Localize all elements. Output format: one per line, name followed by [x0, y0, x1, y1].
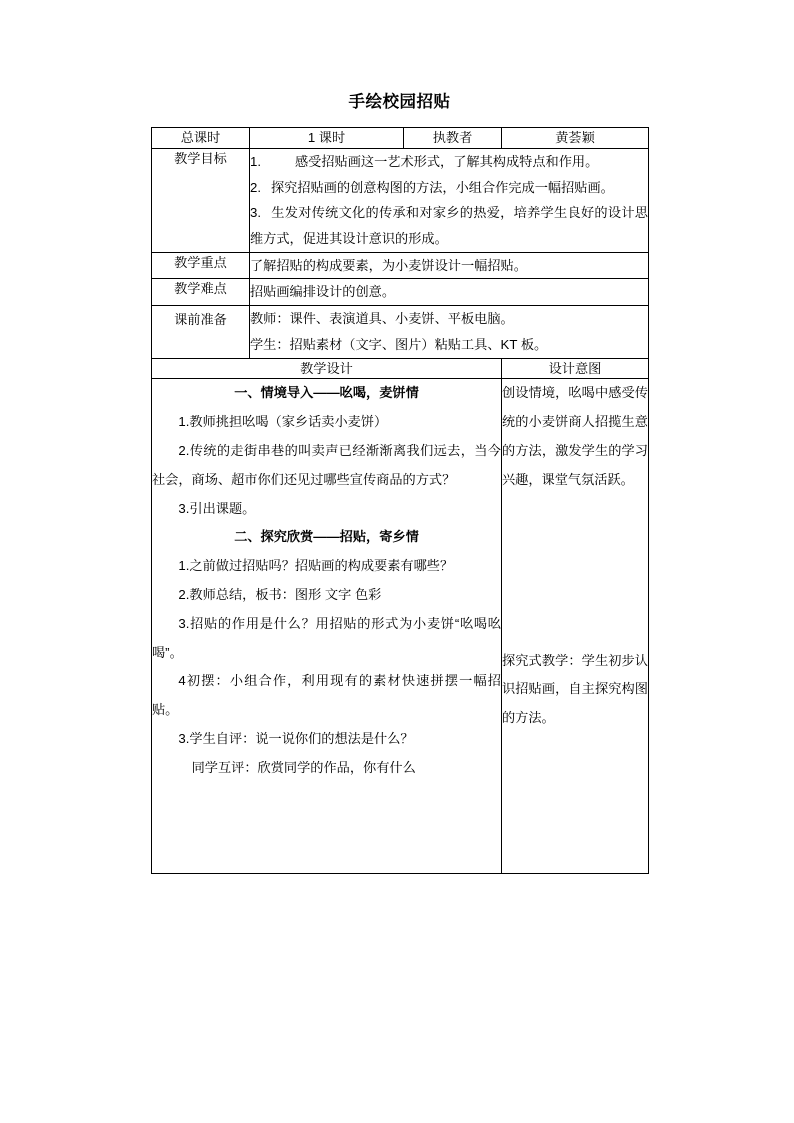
preparation-student-line: 学生：招贴素材（文字、图片）粘贴工具、KT 板。	[250, 336, 548, 352]
objective-item	[250, 149, 648, 175]
design-paragraph: 同学互评：欣赏同学的作品，你有什么	[191, 759, 416, 775]
objective-number: 1.	[250, 153, 261, 169]
intent-paragraph: 探究式教学：学生初步认识招贴画，自主探究构图的方法。	[502, 652, 648, 726]
teacher-value: 黄荟颖	[502, 128, 649, 149]
objectives-label: 教学目标	[174, 150, 227, 166]
teacher-label: 执教者	[404, 128, 502, 149]
design-content	[152, 379, 502, 874]
design-paragraph: 1.之前做过招贴吗？招贴画的构成要素有哪些？	[178, 558, 454, 574]
design-paragraph: 3.学生自评：说一说你们的想法是什么？	[178, 730, 414, 746]
preparation-teacher-line: 教师：课件、表演道具、小麦饼、平板电脑。	[250, 311, 514, 327]
table-row-design-headers	[152, 358, 649, 379]
difficulty-label: 教学难点	[174, 281, 227, 297]
key-point-text: 了解招贴的构成要素，为小麦饼设计一幅招贴。	[250, 252, 649, 279]
intent-spacer	[502, 495, 648, 647]
objective-number: 3.	[250, 205, 261, 221]
preparation-label: 课前准备	[174, 312, 227, 328]
difficulty-label-cell	[152, 279, 250, 306]
lesson-plan-table	[151, 127, 649, 874]
objective-number: 2.	[250, 179, 261, 195]
preparation-content	[250, 306, 649, 358]
preparation-label-cell	[152, 306, 250, 358]
design-paragraph: 1.教师挑担吆喝（家乡话卖小麦饼）	[178, 414, 388, 430]
objective-text: 探究招贴画的创意构图的方法，小组合作完成一幅招贴画。	[271, 179, 614, 195]
page-title: 手绘校园招贴	[348, 93, 451, 111]
design-section-heading: 二、探究欣赏——招贴，寄乡情	[234, 529, 419, 545]
total-hours-value: 1 课时	[250, 128, 404, 149]
objectives-label-cell	[152, 148, 250, 252]
objective-text: 感受招贴画这一艺术形式，了解其构成特点和作用。	[295, 153, 599, 169]
design-paragraph: 2.教师总结，板书：图形 文字 色彩	[178, 586, 382, 602]
design-paragraph: 3.招贴的作用是什么？用招贴的形式为小麦饼“吆喝吆喝”。	[152, 615, 501, 660]
difficulty-text: 招贴画编排设计的创意。	[250, 279, 649, 306]
design-column-header: 教学设计	[152, 358, 502, 379]
table-row-difficulty	[152, 279, 649, 306]
table-row-preparation	[152, 306, 649, 358]
design-section-heading: 一、情境导入——吆喝，麦饼情	[234, 385, 419, 401]
table-row-objectives	[152, 148, 649, 252]
design-paragraph: 2.传统的走街串巷的叫卖声已经渐渐离我们远去，当今社会，商场、超市你们还见过哪些宣传商品的方式？	[152, 443, 501, 487]
design-paragraph: 4初摆：小组合作，利用现有的素材快速拼摆一幅招贴。	[152, 673, 501, 718]
total-hours-label: 总课时	[152, 128, 250, 149]
intent-paragraph: 创设情境，吆喝中感受传统的小麦饼商人招揽生意的方法，激发学生的学习兴趣，课堂气氛活跃。	[502, 385, 648, 487]
objective-text: 生发对传统文化的传承和对家乡的热爱，培养学生良好的设计思维方式，促进其设计意识的形成。	[250, 205, 648, 246]
objective-item	[250, 175, 648, 201]
intent-column-header: 设计意图	[502, 358, 649, 379]
table-row-key-point	[152, 252, 649, 279]
table-row-basic-info	[152, 128, 649, 149]
objective-item	[250, 200, 648, 251]
key-point-label-cell	[152, 252, 250, 279]
intent-content	[502, 379, 649, 874]
key-point-label: 教学重点	[174, 254, 227, 270]
objectives-content	[250, 148, 649, 252]
table-row-design-body	[152, 379, 649, 874]
design-paragraph: 3.引出课题。	[178, 500, 256, 516]
